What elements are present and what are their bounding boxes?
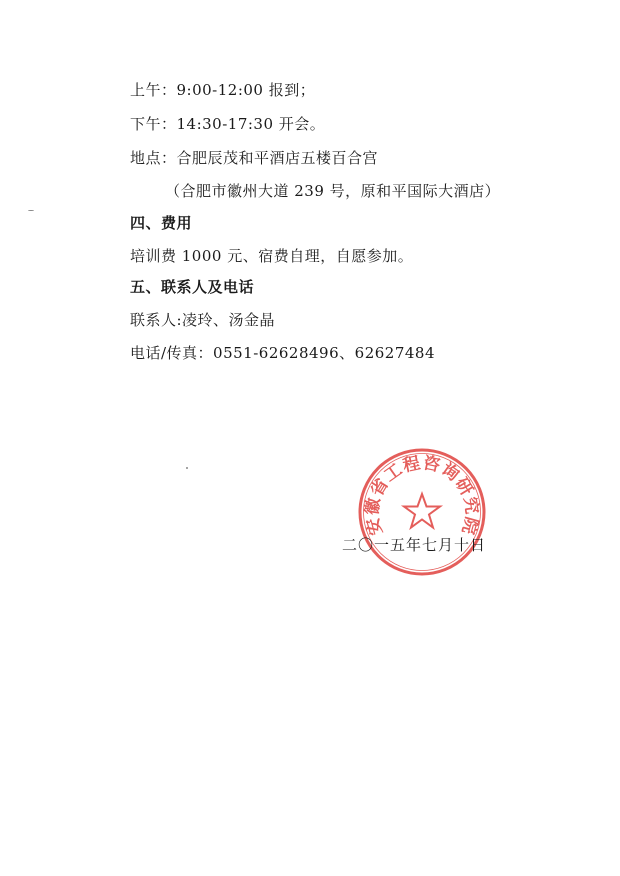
contact-phone: 电话/传真：0551-62628496、62627484 (130, 344, 435, 362)
schedule-morning: 上午：9:00-12:00 报到； (130, 81, 316, 99)
scan-speck (28, 210, 34, 211)
schedule-afternoon: 下午：14:30-17:30 开会。 (130, 115, 326, 133)
fees-text: 培训费 1000 元、宿费自理，自愿参加。 (130, 247, 414, 265)
seal-star-icon (404, 494, 440, 528)
schedule-venue-address: （合肥市徽州大道 239 号，原和平国际大酒店） (165, 182, 501, 200)
contact-heading: 五、联系人及电话 (130, 278, 255, 296)
official-seal (356, 446, 488, 578)
scan-speck (186, 467, 188, 469)
svg-text:安徽省工程咨询研究院: 安徽省工程咨询研究院 (362, 453, 482, 538)
contact-people: 联系人:凌玲、汤金晶 (130, 311, 276, 329)
schedule-venue: 地点：合肥辰茂和平酒店五楼百合宫 (130, 149, 379, 167)
fees-heading: 四、费用 (130, 214, 193, 232)
document-date: 二〇一五年七月十日 (342, 536, 487, 554)
